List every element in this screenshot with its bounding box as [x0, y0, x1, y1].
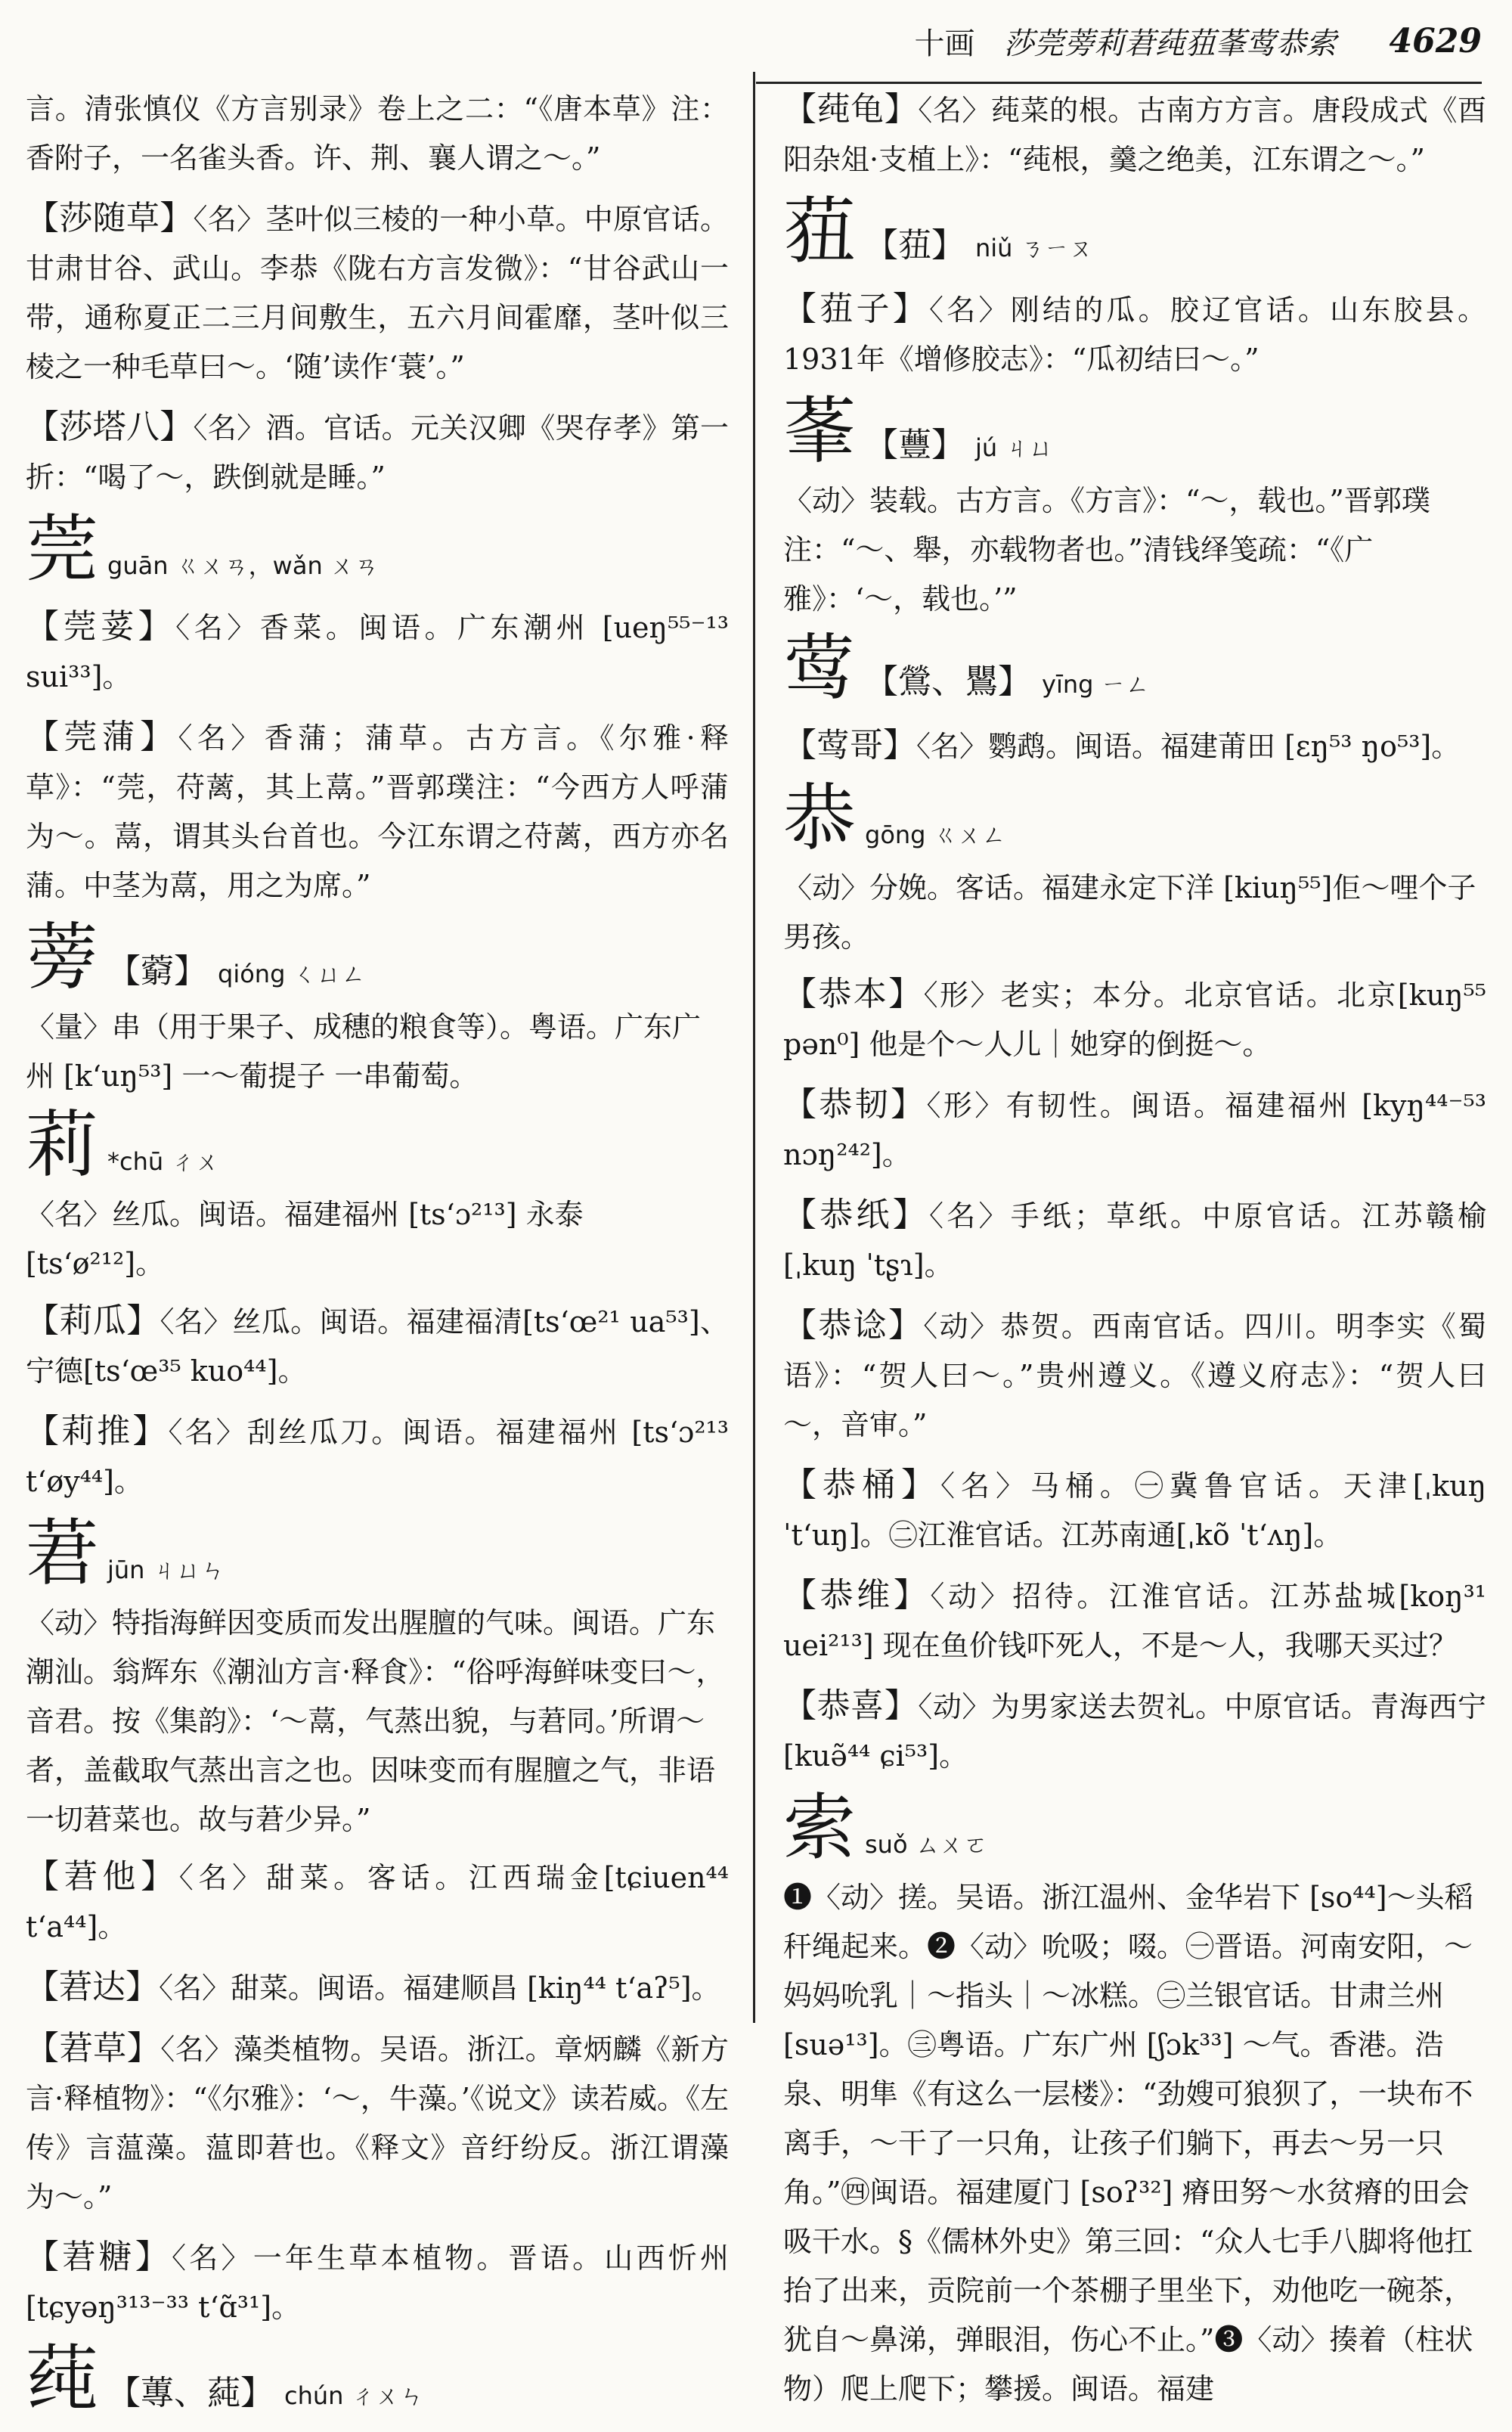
entry — [26, 1407, 729, 1506]
entry — [26, 1962, 729, 2013]
definition: 〈名〉甜菜。客话。江西瑞金[tɕiuen⁴⁴ t‘a⁴⁴]。 — [26, 1861, 730, 1943]
pronunciation: jú ㄐㄩ — [975, 433, 1054, 462]
definition: 〈名〉丝瓜。闽语。福建福清[ts‘œ²¹ ua⁵³]、宁德[ts‘œ³⁵ kuo⁴⁴]。 — [26, 1305, 730, 1388]
entry — [783, 85, 1486, 185]
entry — [26, 2024, 729, 2222]
headword: 【 恭本 】 — [783, 975, 924, 1013]
definition: 〈名〉藻类植物。吴语。浙江。章炳麟《新方言·释植物》：“《尔雅》：‘～，牛藻。’《说文》读若威。《左传》言蕰藻。蕰即莙也。《释文》音纡纷反。浙江谓藻为～。” — [26, 2033, 730, 2213]
char-heading — [26, 915, 729, 1101]
definition: 〈动〉恭贺。西南官话。四川。明李实《蜀语》：“贺人曰～。”贵州遵义。《遵义府志》：“贺人曰～，音审。” — [783, 1310, 1487, 1441]
entry — [783, 1190, 1486, 1290]
pronunciation: jūn ㄐㄩㄣ — [107, 1556, 225, 1584]
entry — [783, 284, 1486, 384]
variant-form: 【莥】 — [865, 226, 965, 265]
definition: 〈动〉招待。江淮官话。江苏盐城[koŋ³¹ uei²¹³] 现在鱼价钱吓死人，不是～人，我哪天买过？ — [783, 1580, 1487, 1662]
variant-form: 【鶯、鸎】 — [865, 662, 1031, 701]
header-chars: 莎莞蒡莉莙莼莥莑莺恭索 — [1003, 26, 1337, 61]
char-heading — [783, 389, 1486, 624]
head-character: 莼 — [26, 2337, 98, 2421]
char-heading — [26, 2337, 729, 2424]
headword: 【 莺哥 】 — [783, 726, 916, 765]
pronunciation: niǔ ㄋㄧㄡ — [975, 234, 1093, 262]
head-character: 恭 — [783, 776, 856, 861]
entry — [783, 1460, 1486, 1560]
entry — [783, 1080, 1486, 1180]
entry — [783, 721, 1486, 771]
char-heading — [783, 189, 1486, 277]
definition: 〈名〉刮丝瓜刀。闽语。福建福州 [ts‘ɔ²¹³ t‘øy⁴⁴]。 — [26, 1416, 730, 1498]
headword: 【 恭韧 】 — [783, 1085, 927, 1124]
page-header — [756, 0, 1482, 84]
head-character: 莺 — [783, 625, 856, 710]
definition: 〈名〉鹦鹉。闽语。福建莆田 [ɛŋ⁵³ ŋo⁵³]。 — [916, 730, 1461, 763]
headword: 【 恭维 】 — [783, 1576, 930, 1615]
head-character: 莉 — [26, 1103, 98, 1187]
continued-text: 言。清张慎仪《方言别录》卷上之二：“《唐本草》注：香附子，一名雀头香。许、荆、襄人谓之～。” — [26, 92, 729, 175]
definition: 〈名〉莼菜的根。古南方方言。唐段成式《酉阳杂俎·支植上》：“莼根，羹之绝美，江东谓之～。” — [783, 94, 1487, 176]
headword: 【 恭桶 】 — [783, 1466, 940, 1504]
definition: 〈动〉为男家送去贺礼。中原官话。青海西宁 [kuə̃⁴⁴ ɕi⁵³]。 — [783, 1690, 1487, 1773]
definition: 〈量〉串（用于果子、成穗的粮食等）。粤语。广东广州 [k‘uŋ⁵³] 一～葡提子 一串葡萄。 — [26, 1010, 702, 1093]
headword: 【 莎随草 】 — [26, 199, 194, 237]
headword: 【 莙达 】 — [26, 1968, 159, 2006]
definition: 〈动〉装载。古方言。《方言》：“～，载也。”晋郭璞注：“～、舉，亦载物者也。”清钱绎笺疏：“《广雅》：‘～，载也。’” — [783, 484, 1430, 616]
definition: 〈名〉马桶。㊀冀鲁官话。天津[ˌkuŋ ˈt‘uŋ]。㊁江淮官话。江苏南通[ˌkõ ˈt‘ʌŋ]。 — [783, 1469, 1487, 1552]
variant-form: 【藭】 — [107, 952, 207, 991]
entry — [783, 969, 1486, 1069]
char-heading — [783, 1785, 1486, 2414]
char-heading — [26, 1511, 729, 1844]
headword: 【 恭纸 】 — [783, 1196, 929, 1234]
entry — [26, 2232, 729, 2332]
entry — [26, 712, 729, 910]
entry — [783, 1571, 1486, 1670]
definition: 〈名〉香菜。闽语。广东潮州 [ueŋ⁵⁵⁻¹³ sui³³]。 — [26, 611, 730, 693]
head-character: 莑 — [783, 389, 856, 473]
pronunciation: chún ㄔㄨㄣ — [284, 2381, 424, 2410]
variant-form: 【蘴】 — [865, 426, 965, 464]
pronunciation: *chū ㄔㄨ — [107, 1147, 220, 1176]
pronunciation: qióng ㄑㄩㄥ — [218, 960, 366, 988]
headword: 【 莎塔八 】 — [26, 408, 194, 446]
headword: 【 莥子 】 — [783, 290, 929, 328]
headword: 【 恭喜 】 — [783, 1686, 918, 1725]
pronunciation: yīng ㄧㄥ — [1042, 670, 1150, 699]
char-heading — [26, 1103, 729, 1289]
definition: 〈动〉特指海鲜因变质而发出腥膻的气味。闽语。广东潮汕。翁辉东《潮汕方言·释食》：“俗呼海鲜味变曰～，音君。按《集韵》：‘～蒚，气蒸出貌，与莙同。’所谓～者，盖截取气蒸出言之也。因味变而有腥膻之气，非语一切莙菜也。故与莙少异。” — [26, 1606, 725, 1836]
definition: 〈名〉酒。官话。元关汉卿《哭存孝》第一折：“喝了～，跌倒就是睡。” — [26, 411, 730, 494]
headword: 【 恭谂 】 — [783, 1306, 923, 1345]
head-character: 蒡 — [26, 915, 98, 1000]
headword: 【 莙糖 】 — [26, 2238, 172, 2276]
column-divider — [753, 72, 755, 2023]
left-column — [26, 85, 729, 2432]
char-heading — [783, 625, 1486, 713]
definition: 〈名〉茎叶似三棱的一种小草。中原官话。甘肃甘谷、武山。李恭《陇右方言发微》：“甘谷武山一带，通称夏正二三月间敷生，五六月间霍靡，茎叶似三棱之一种毛草曰～。‘随’读作‘蓑’。” — [26, 203, 730, 383]
definition: 〈形〉老实；本分。北京官话。北京[kuŋ⁵⁵ pən⁰] 他是个～人儿｜她穿的倒挺～。 — [783, 979, 1487, 1061]
definition: 〈名〉丝瓜。闽语。福建福州 [ts‘ɔ²¹³] 永泰 [ts‘ø²¹²]。 — [26, 1198, 584, 1280]
right-column — [783, 85, 1486, 2421]
head-character: 莞 — [26, 507, 98, 591]
variant-form: 【蓴、蒓】 — [107, 2374, 274, 2412]
definition: ❶〈动〉搓。吴语。浙江温州、金华岩下 [so⁴⁴]～头稻秆绳起来。❷〈动〉吮吸；啜。㊀晋语。河南安阳，～妈妈吮乳｜～指头｜～冰糕。㊁兰银官话。甘肃兰州 [suə¹³]。㊂粤语。广东广州 [ʃɔk³³] ～气。香港。浩泉、明隼《有这么一层楼》：“劲嫂可狼狈了，一块布不离手，～干了一只角，让孩子们躺下，再去～另一只角。”㊃闽语。福建厦门 [soʔ³²] 瘠田努～水贫瘠的田会吸干水。§《儒林外史》第三回：“众人七手八脚将他扛抬了出来，贡院前一个茶棚子里坐下，劝他吃一碗茶，犹自～鼻涕，弹眼泪，伤心不止。”❸〈动〉揍着（柱状物）爬上爬下；攀援。闽语。福建 — [783, 1881, 1473, 2406]
head-character: 莙 — [26, 1511, 98, 1596]
entry — [26, 1852, 729, 1952]
headword: 【 莞蒲 】 — [26, 718, 178, 756]
definition: 〈形〉有韧性。闽语。福建福州 [kyŋ⁴⁴⁻⁵³ nɔŋ²⁴²]。 — [783, 1089, 1486, 1171]
definition: 〈名〉刚结的瓜。胶辽官话。山东胶县。1931年《增修胶志》：“瓜初结曰～。” — [783, 293, 1487, 376]
pronunciation: suǒ ㄙㄨㄛ — [865, 1830, 988, 1859]
headword: 【 莉推 】 — [26, 1412, 168, 1450]
page-number: 4629 — [1389, 21, 1482, 60]
headword: 【 莞荽 】 — [26, 607, 175, 646]
definition: 〈名〉一年生草本植物。晋语。山西忻州 [tɕyəŋ³¹³⁻³³ t‘ɑ̃³¹]。 — [26, 2241, 730, 2324]
entry — [783, 1301, 1486, 1450]
entry — [26, 402, 729, 502]
char-heading — [783, 776, 1486, 962]
entry — [783, 1681, 1486, 1781]
definition: 〈动〉分娩。客话。福建永定下洋 [kiuŋ⁵⁵]佢～哩个子男孩。 — [783, 871, 1476, 954]
head-character: 莥 — [783, 189, 856, 274]
entry — [26, 602, 729, 702]
definition: 〈名〉手纸；草纸。中原官话。江苏赣榆 [ˌkuŋ ˈtʂɿ]。 — [783, 1199, 1487, 1282]
entry — [26, 194, 729, 392]
headword: 【 莼龟 】 — [783, 90, 918, 129]
headword: 【 莙草 】 — [26, 2029, 160, 2068]
char-heading — [26, 507, 729, 594]
header-category: 十画 — [914, 26, 975, 61]
definition: 〈名〉香蒲；蒲草。古方言。《尔雅·释草》：“莞，苻蓠，其上蒚。”晋郭璞注：“今西方人呼蒲为～。蒚，谓其头台首也。今江东谓之苻蓠，西方亦名蒲。中茎为蒚，用之为席。” — [26, 721, 730, 902]
entry — [26, 1296, 729, 1396]
pronunciation: guān ㄍㄨㄢ，wǎn ㄨㄢ — [107, 551, 379, 580]
definition: 〈名〉甜菜。闽语。福建顺昌 [kiŋ⁴⁴ t‘aʔ⁵]。 — [159, 1971, 720, 2005]
pronunciation: gōng ㄍㄨㄥ — [865, 820, 1006, 849]
headword: 【 莉瓜 】 — [26, 1301, 160, 1340]
headword: 【 莙他 】 — [26, 1857, 179, 1896]
head-character: 索 — [783, 1785, 856, 1870]
